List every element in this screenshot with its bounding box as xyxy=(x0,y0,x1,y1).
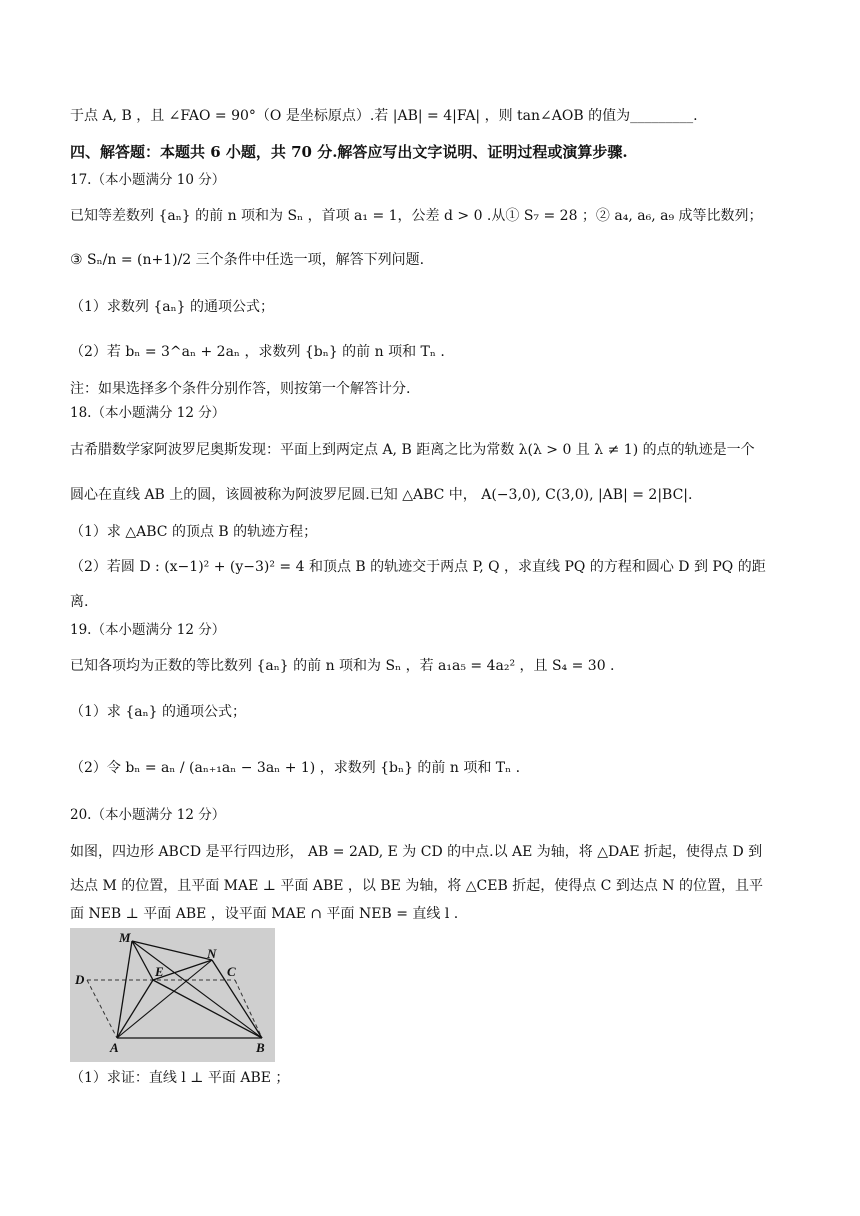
question-17-stem: 已知等差数列 {aₙ} 的前 n 项和为 Sₙ ，首项 a₁ = 1，公差 d > 0 .从① S₇ = 28 ；② a₄, a₆, a₉ 成等比数列； xyxy=(70,208,763,224)
label-B: B xyxy=(256,1040,265,1055)
question-18-part-2: （2）若圆 D : (x−1)² + (y−3)² = 4 和顶点 B 的轨迹交于两点 P, Q ，求直线 PQ 的方程和圆心 D 到 PQ 的距 xyxy=(70,559,766,575)
label-N: N xyxy=(207,946,217,961)
question-18-stem: 古希腊数学家阿波罗尼奥斯发现：平面上到两定点 A, B 距离之比为常数 λ(λ > 0 且 λ ≠ 1) 的点的轨迹是一个 xyxy=(70,442,755,458)
question-18-heading: 18.（本小题满分 12 分） xyxy=(70,405,226,421)
edge-DA xyxy=(87,980,117,1038)
geometry-figure xyxy=(70,928,275,1062)
edge-AE xyxy=(117,980,153,1038)
question-17-heading: 17.（本小题满分 10 分） xyxy=(70,172,226,188)
label-M: M xyxy=(119,930,131,945)
question-17-part-2: （2）若 bₙ = 3^aₙ + 2aₙ ，求数列 {bₙ} 的前 n 项和 Tₙ . xyxy=(70,344,445,360)
edge-EB xyxy=(153,980,262,1038)
edge-ME xyxy=(132,941,153,980)
question-20-heading: 20.（本小题满分 12 分） xyxy=(70,807,226,823)
section-heading: 四、解答题：本题共 6 小题，共 70 分.解答应写出文字说明、证明过程或演算步骤. xyxy=(70,143,628,161)
question-18-part-2-cont: 离. xyxy=(70,594,89,610)
edge-CB xyxy=(235,980,262,1038)
question-20-stem-cont: 达点 M 的位置，且平面 MAE ⊥ 平面 ABE ，以 BE 为轴，将 △CEB 折起，使得点 C 到达点 N 的位置，且平 xyxy=(70,878,763,894)
question-20-stem: 如图，四边形 ABCD 是平行四边形， AB = 2AD, E 为 CD 的中点.以 AE 为轴，将 △DAE 折起，使得点 D 到 xyxy=(70,844,763,860)
text-line: 于点 A, B ，且 ∠FAO = 90°（O 是坐标原点）.若 |AB| = 4|FA| ，则 tan∠AOB 的值为_________. xyxy=(70,108,698,124)
edge-AN xyxy=(117,960,212,1038)
question-19-heading: 19.（本小题满分 12 分） xyxy=(70,622,226,638)
question-17-note: 注：如果选择多个条件分别作答，则按第一个解答计分. xyxy=(70,381,411,397)
question-19-stem: 已知各项均为正数的等比数列 {aₙ} 的前 n 项和为 Sₙ ，若 a₁a₅ = 4a₂² ，且 S₄ = 30 . xyxy=(70,658,615,674)
question-18-part-1: （1）求 △ABC 的顶点 B 的轨迹方程； xyxy=(70,524,318,540)
label-E: E xyxy=(155,964,164,979)
question-19-part-1: （1）求 {aₙ} 的通项公式； xyxy=(70,704,247,720)
question-20-part-1: （1）求证：直线 l ⊥ 平面 ABE ； xyxy=(70,1070,290,1086)
question-17-stem-cont: ③ Sₙ/n = (n+1)/2 三个条件中任选一项，解答下列问题. xyxy=(70,252,425,268)
question-18-stem-cont: 圆心在直线 AB 上的圆，该圆被称为阿波罗尼圆.已知 △ABC 中， A(−3,0), C(3,0), |AB| = 2|BC|. xyxy=(70,487,693,503)
question-20-stem-cont-2: 面 NEB ⊥ 平面 ABE ，设平面 MAE ∩ 平面 NEB = 直线 l . xyxy=(70,906,459,922)
label-A: A xyxy=(110,1040,119,1055)
label-C: C xyxy=(227,964,236,979)
edge-MB xyxy=(132,941,262,1038)
question-19-part-2: （2）令 bₙ = aₙ / (aₙ₊₁aₙ − 3aₙ + 1) ，求数列 {bₙ} 的前 n 项和 Tₙ . xyxy=(70,760,521,776)
question-17-part-1: （1）求数列 {aₙ} 的通项公式； xyxy=(70,299,275,315)
label-D: D xyxy=(75,972,85,987)
fold-diagram xyxy=(70,928,275,1062)
edge-NB xyxy=(212,960,262,1038)
edge-MA xyxy=(117,941,132,1038)
